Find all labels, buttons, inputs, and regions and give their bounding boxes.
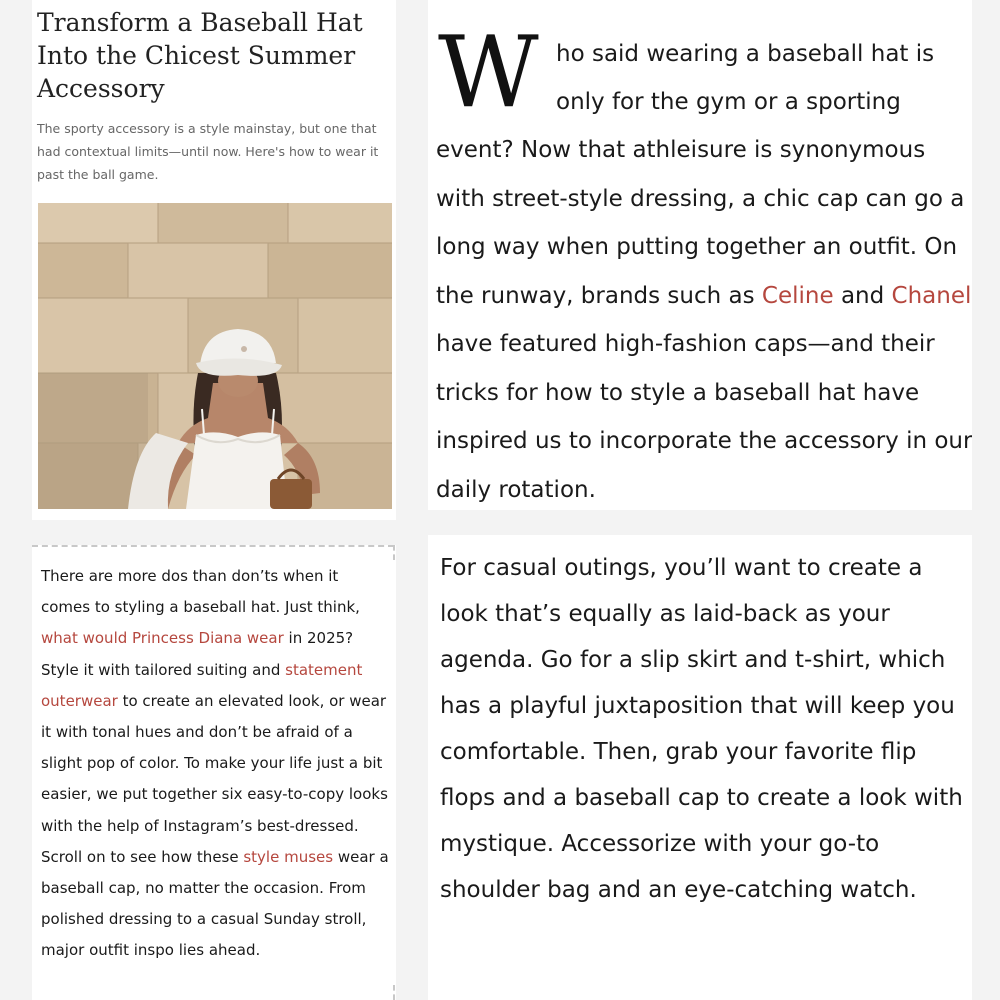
- dos-panel: [32, 545, 396, 1000]
- intro-first-lines: ho said wearing a baseball hat is only for the gym or a sporting: [556, 41, 935, 115]
- dos-text: in 2025? Style it with tailored suiting and: [41, 629, 354, 679]
- intro-panel: [428, 0, 972, 510]
- link-statement-outerwear[interactable]: statement outerwear: [41, 660, 363, 710]
- article-headline: Transform a Baseball Hat Into the Chicest Summer Accessory: [37, 8, 363, 103]
- headline-panel: [32, 0, 396, 520]
- dos-text: wear a baseball cap, no matter the occasion. From polished dressing to a casual Sunday stroll, major outfit inspo lies ahead.: [41, 847, 389, 960]
- drop-cap: W: [438, 16, 535, 130]
- link-style-muses[interactable]: style muses: [243, 847, 334, 866]
- divider-vertical-left: [393, 545, 395, 560]
- link-chanel[interactable]: Chanel: [891, 282, 972, 309]
- article-dek: The sporty accessory is a style mainstay, but one that had contextual limits—until now. Here's how to wear it past the ball game.: [37, 121, 379, 182]
- intro-text: and: [833, 282, 892, 309]
- divider-vertical-left-bottom: [393, 985, 395, 1000]
- casual-panel: [428, 535, 972, 1000]
- dos-paragraph: [41, 561, 391, 967]
- link-princess-diana[interactable]: what would Princess Diana wear: [41, 629, 284, 648]
- intro-text: event? Now that athleisure is synonymous with street-style dressing, a chic cap can go a long way when putting together an outfit. On the runway, brands such as: [436, 137, 965, 309]
- casual-paragraph: For casual outings, you’ll want to create a look that’s equally as laid-back as your agenda. Go for a slip skirt and t-shirt, which has a playful juxtaposition that will keep you comfortable. Then, grab your favorite flip flops and a baseball cap to create a look with mystique. Accessorize with your go-to shoulder bag and an eye-catching watch.: [440, 555, 963, 903]
- link-celine[interactable]: Celine: [761, 282, 834, 309]
- dos-text: There are more dos than don’ts when it comes to styling a baseball hat. Just think,: [41, 567, 360, 617]
- dos-text: to create an elevated look, or wear it with tonal hues and don’t be afraid of a slight pop of color. To make your life just a bit easier, we put together six easy-to-copy looks with the help of Instagram’s best-dressed. Scroll on to see how these: [41, 691, 388, 866]
- intro-text: have featured high-fashion caps—and their tricks for how to style a baseball hat have inspired us to incorporate the accessory in our daily rotation.: [436, 331, 972, 503]
- hero-image: [38, 203, 392, 509]
- divider-horizontal-left: [32, 545, 394, 547]
- intro-paragraph: [436, 126, 972, 510]
